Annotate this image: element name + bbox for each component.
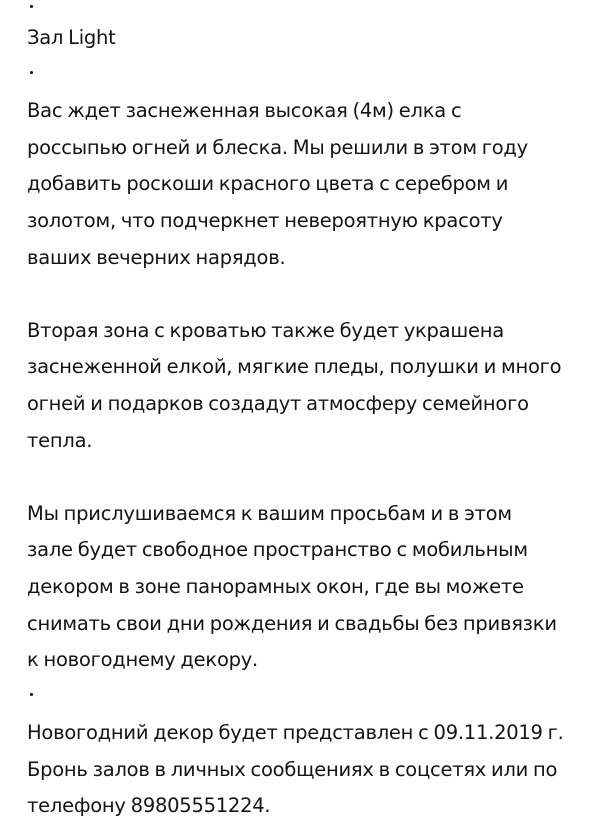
paragraph-3-line: снимать свои дни рождения и свадьбы без привязки xyxy=(27,611,557,635)
paragraph-3-line: к новогоднему декору. xyxy=(27,648,258,672)
paragraph-1-line: добавить роскоши красного цвета с серебром и xyxy=(27,172,509,196)
paragraph-1-line: Вас ждет заснеженная высокая (4м) елка с xyxy=(27,99,462,123)
paragraph-4-line: телефону 89805551224. xyxy=(27,794,271,818)
paragraph-2-line: Вторая зона с кроватью также будет украшена xyxy=(27,318,504,342)
bullet-dot xyxy=(27,0,593,20)
paragraph-1-line: золотом, что подчеркнет невероятную красоту xyxy=(27,208,503,232)
paragraph-4-line: Бронь залов в личных сообщениях в соцсетях или по xyxy=(27,757,558,781)
bullet-dot xyxy=(27,679,593,716)
post-text xyxy=(27,0,593,825)
paragraph-2-line: тепла. xyxy=(27,428,93,452)
paragraph-3-line: зале будет свободное пространство с мобильным xyxy=(27,538,528,562)
paragraph-2-line: заснеженной елкой, мягкие пледы, полушки и много xyxy=(27,355,562,379)
paragraph-gap xyxy=(27,459,593,496)
paragraph-3-line: Мы прислушиваемся к вашим просьбам и в этом xyxy=(27,501,512,525)
paragraph-1-line: россыпью огней и блеска. Мы решили в этом году xyxy=(27,135,528,159)
paragraph-3-line: декором в зоне панорамных окон, где вы можете xyxy=(27,574,524,598)
paragraph-4-line: Новогодний декор будет представлен с 09.11.2019 г. xyxy=(27,721,564,745)
paragraph-2-line: огней и подарков создадут атмосферу семейного xyxy=(27,391,529,415)
paragraph-gap xyxy=(27,276,593,313)
bullet-dot xyxy=(27,57,593,94)
hall-title: Зал Light xyxy=(27,26,116,49)
paragraph-1-line: ваших вечерних нарядов. xyxy=(27,245,286,269)
